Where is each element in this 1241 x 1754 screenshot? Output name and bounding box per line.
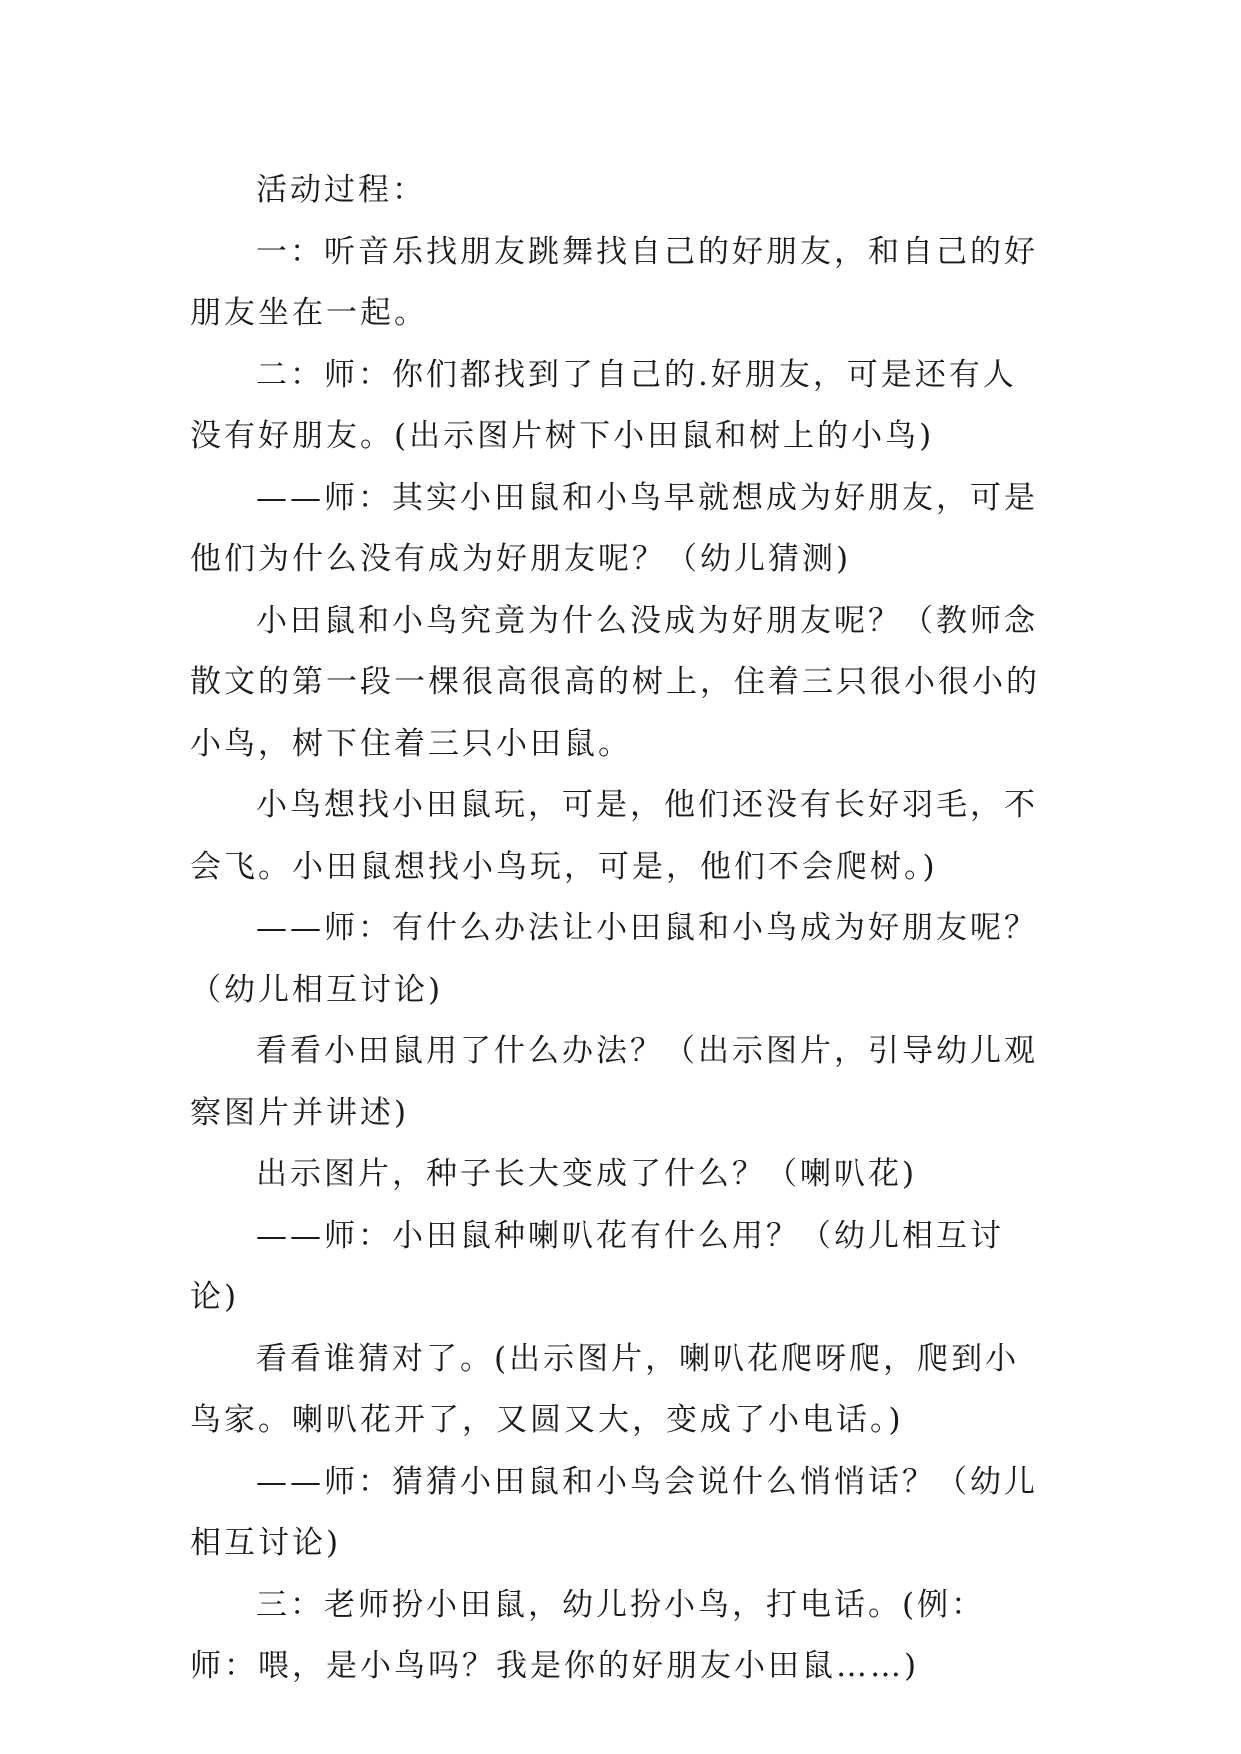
paragraph: 看看谁猜对了。(出示图片，喇叭花爬呀爬，爬到小鸟家。喇叭花开了，又圆又大，变成了小电话。) <box>190 1340 1020 1438</box>
paragraph: ——师：其实小田鼠和小鸟早就想成为好朋友，可是他们为什么没有成为好朋友呢？（幼儿猜测) <box>190 479 1038 577</box>
paragraph: ——师：猜猜小田鼠和小鸟会说什么悄悄话？（幼儿相互讨论) <box>190 1463 1038 1561</box>
paragraph: 小田鼠和小鸟究竟为什么没成为好朋友呢？（教师念散文的第一段一棵很高很高的树上，住着三只很小很小的小鸟，树下住着三只小田鼠。 <box>190 602 1040 762</box>
paragraph: 二：师：你们都找到了自己的.好朋友，可是还有人没有好朋友。(出示图片树下小田鼠和树上的小鸟) <box>190 356 1017 454</box>
paragraph: 看看小田鼠用了什么办法？（出示图片，引导幼儿观察图片并讲述) <box>190 1033 1038 1131</box>
paragraph: 活动过程： <box>256 172 426 208</box>
paragraph: ——师：有什么办法让小田鼠和小鸟成为好朋友呢？（幼儿相互讨论) <box>190 910 1038 1008</box>
paragraph: 小鸟想找小田鼠玩，可是，他们还没有长好羽毛，不会飞。小田鼠想找小鸟玩，可是，他们不会爬树。) <box>190 787 1038 885</box>
paragraph: 一：听音乐找朋友跳舞找自己的好朋友，和自己的好朋友坐在一起。 <box>190 233 1038 331</box>
paragraph: 三：老师扮小田鼠，幼儿扮小鸟，打电话。(例：师：喂，是小鸟吗？我是你的好朋友小田鼠……) <box>190 1586 986 1684</box>
paragraph: ——师：小田鼠种喇叭花有什么用？（幼儿相互讨论) <box>190 1217 1004 1315</box>
paragraph: 出示图片，种子长大变成了什么？（喇叭花) <box>256 1156 918 1192</box>
document-body <box>190 160 1050 1698</box>
